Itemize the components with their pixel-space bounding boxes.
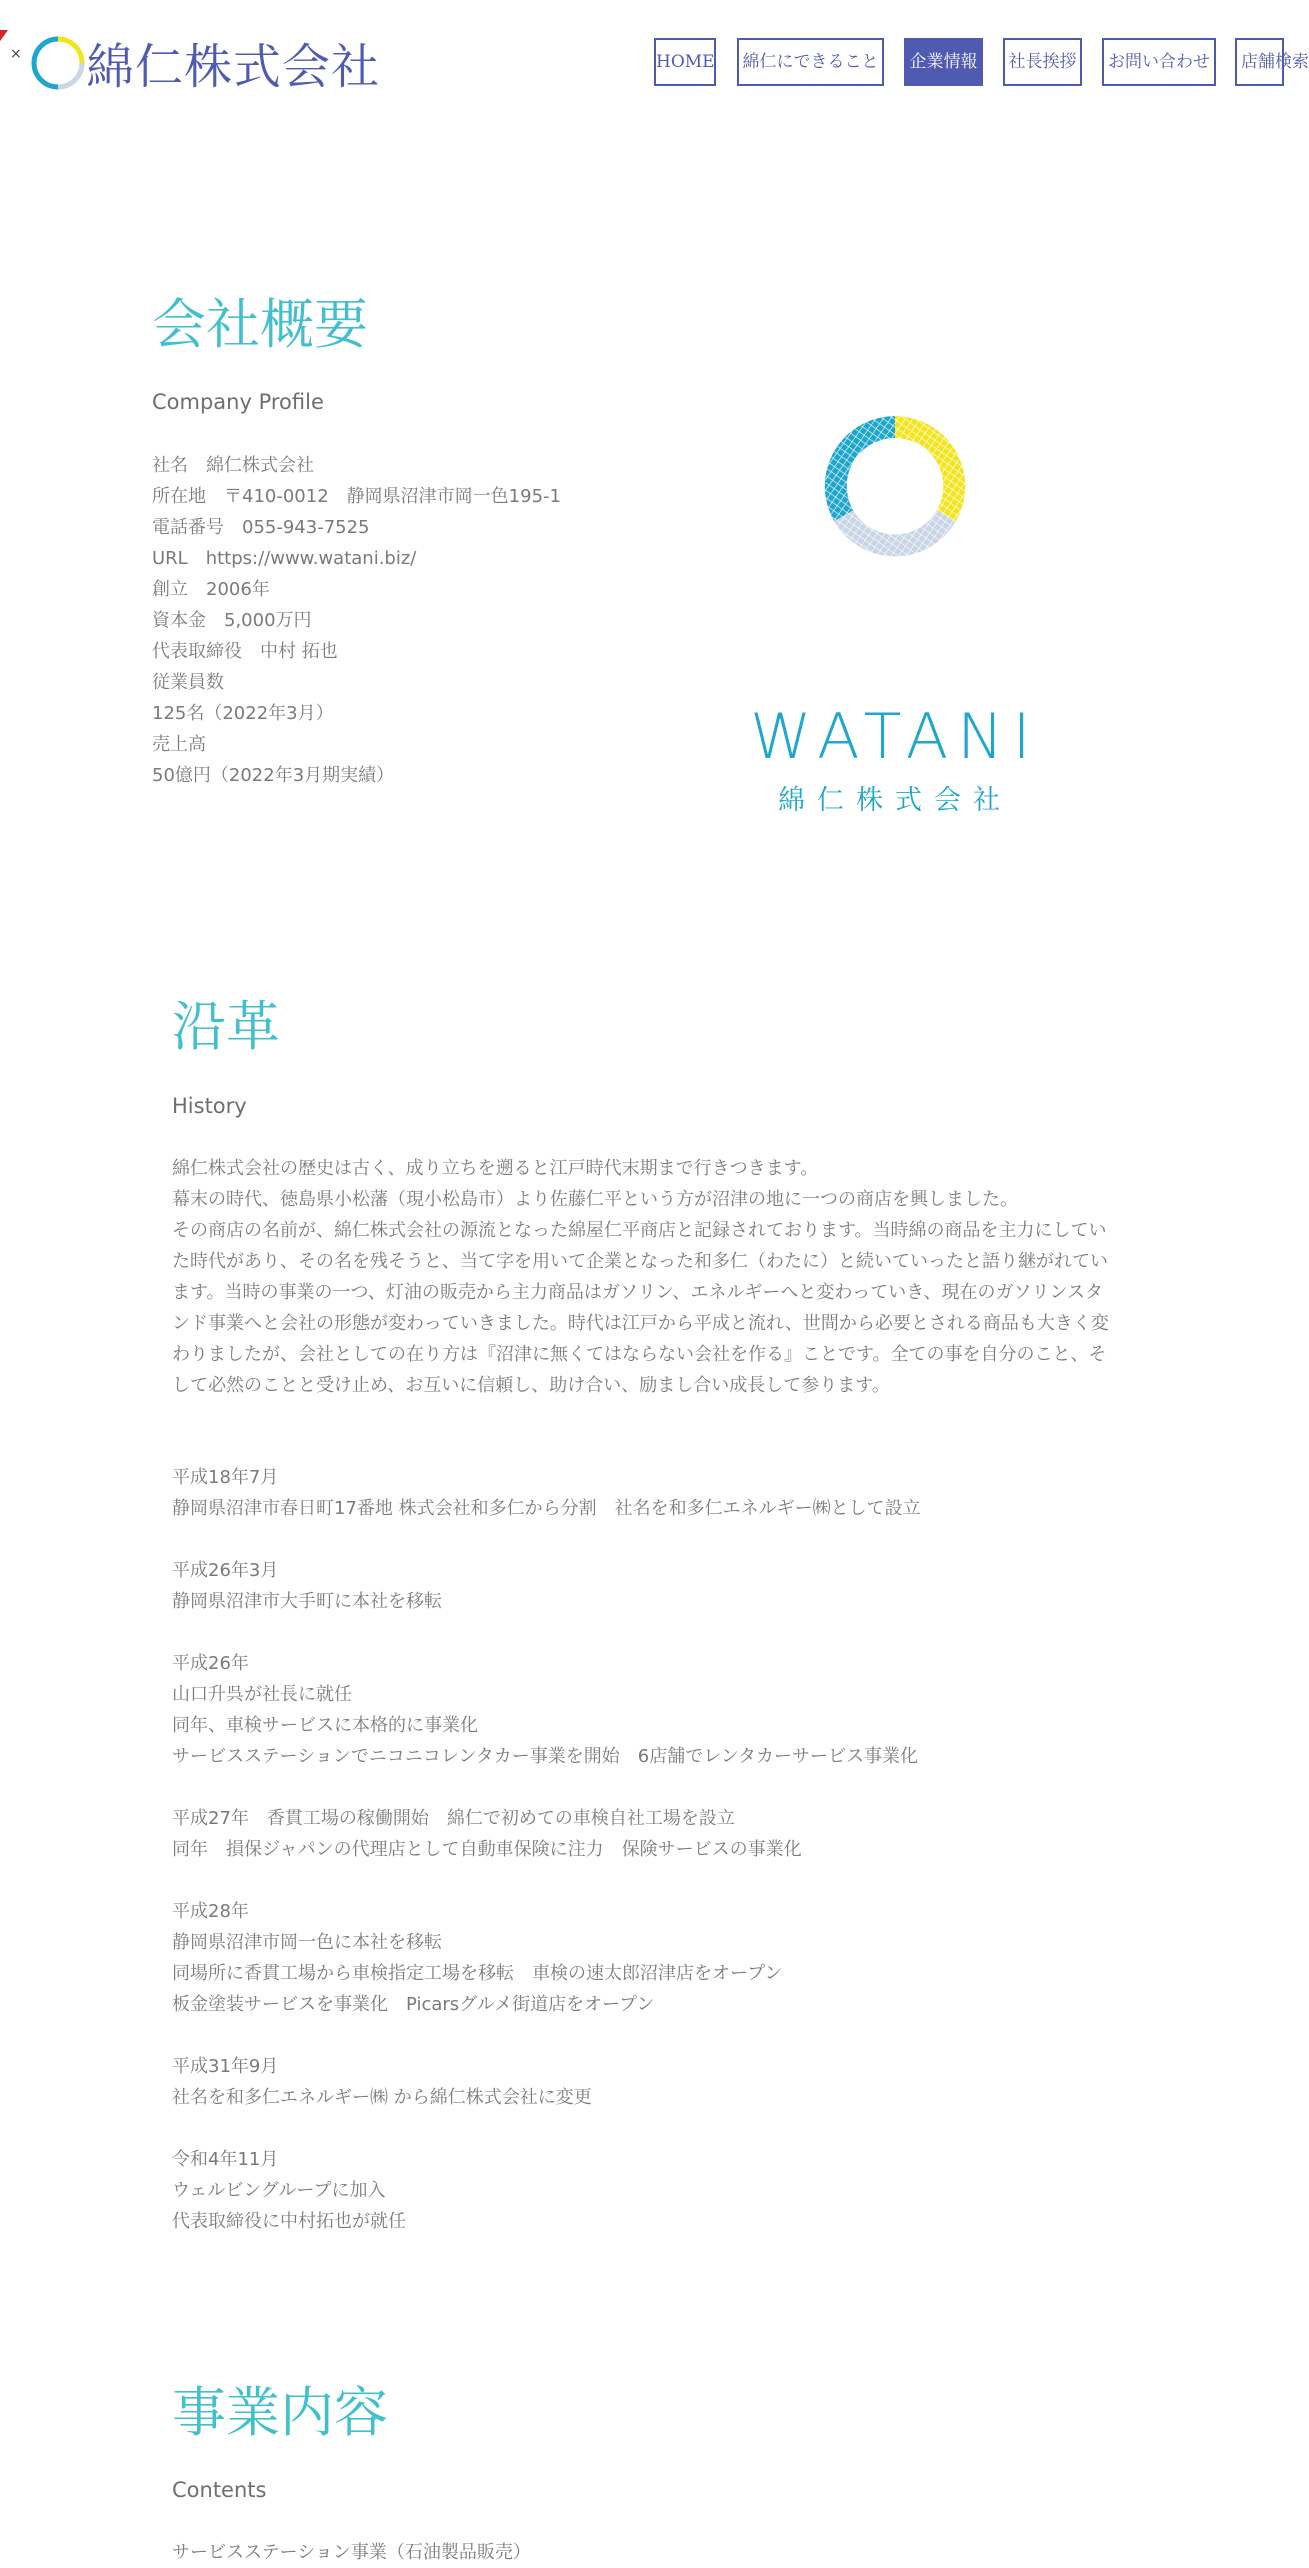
timeline-text: ウェルビングループに加入 — [172, 2180, 386, 2201]
timeline-text: 同場所に香貫工場から車検指定工場を移転 車検の速太郎沼津店をオープン — [172, 1963, 783, 1984]
profile-line: 代表取締役 中村 拓也 — [152, 641, 338, 662]
timeline-text: 同年、車検サービスに本格的に事業化 — [172, 1715, 478, 1736]
nav-store-search[interactable]: 店舗検索 — [1235, 38, 1284, 86]
profile-details — [152, 450, 561, 791]
history-title: 沿革 — [172, 995, 280, 1058]
timeline-date: 平成18年7月 — [172, 1467, 279, 1488]
profile-line: 125名（2022年3月） — [152, 703, 334, 724]
history-intro-line: その商店の名前が、綿仁株式会社の源流となった綿屋仁平商店と記録されております。当時綿の商品を主力にしていた時代があり、その名を残そうと、当て字を用いて企業となった和多仁（わたに）と続いていったと語り継がれています。当時の事業の一つ、灯油の販売から主力商品はガソリン、エネルギーへと変わっていき、現在のガソリンスタンド事業へと会社の形態が変わっていきました。時代は江戸から平成と流れ、世間から必要とされる商品も大きく変わりましたが、会社としての在り方は『沼津に無くてはならない会社を作る』ことです。全ての事を自分のこと、そして必然のことと受け止め、お互いに信頼し、助け合い、励まし合い成長して参ります。 — [172, 1220, 1109, 1396]
nav-home[interactable]: HOME — [654, 38, 716, 86]
timeline-date: 平成31年9月 — [172, 2056, 279, 2077]
site-header — [0, 0, 1309, 120]
watani-jp-wordmark: 綿仁株式会社 — [778, 785, 1012, 816]
history-intro-line: 幕末の時代、徳島県小松藩（現小松島市）より佐藤仁平という方が沼津の地に一つの商店を興しました。 — [172, 1189, 1018, 1210]
contents-subtitle: Contents — [172, 2478, 267, 2502]
history-timeline — [172, 1462, 921, 2237]
profile-url-line[interactable]: URL https://www.watani.biz/ — [152, 548, 417, 569]
timeline-date: 平成26年3月 — [172, 1560, 279, 1581]
contents-list — [172, 2537, 531, 2568]
history-subtitle: History — [172, 1094, 247, 1118]
brand-home-link[interactable] — [32, 28, 380, 97]
timeline-entry — [172, 2051, 921, 2113]
timeline-text: 静岡県沼津市岡一色に本社を移転 — [172, 1932, 442, 1953]
nav-president-message[interactable]: 社長挨拶 — [1003, 38, 1082, 86]
timeline-date: 平成26年 — [172, 1653, 249, 1674]
timeline-date: 令和4年11月 — [172, 2149, 279, 2170]
watani-ring-logo-icon — [690, 410, 1100, 660]
timeline-text: 社名を和多仁エネルギー㈱ から綿仁株式会社に変更 — [172, 2087, 592, 2108]
timeline-text: 同年 損保ジャパンの代理店として自動車保険に注力 保険サービスの事業化 — [172, 1839, 802, 1860]
timeline-date: 平成28年 — [172, 1901, 249, 1922]
timeline-text: 平成27年 香貫工場の稼働開始 綿仁で初めての車検自社工場を設立 — [172, 1808, 735, 1829]
history-intro-line: 綿仁株式会社の歴史は古く、成り立ちを遡ると江戸時代末期まで行きつきます。 — [172, 1158, 819, 1179]
profile-line: 創立 2006年 — [152, 579, 270, 600]
timeline-entry — [172, 2144, 921, 2237]
profile-line: 所在地 〒410-0012 静岡県沼津市岡一色195-1 — [152, 486, 561, 507]
timeline-text: 代表取締役に中村拓也が就任 — [172, 2211, 406, 2232]
contents-title: 事業内容 — [172, 2381, 388, 2444]
timeline-entry — [172, 1896, 921, 2020]
timeline-entry — [172, 1555, 921, 1617]
timeline-entry — [172, 1462, 921, 1524]
profile-line: 従業員数 — [152, 672, 224, 693]
profile-title: 会社概要 — [152, 293, 368, 356]
corner-flag-icon — [0, 30, 8, 44]
timeline-text: 静岡県沼津市春日町17番地 株式会社和多仁から分割 社名を和多仁エネルギー㈱として設立 — [172, 1498, 921, 1519]
watani-wordmark: WATANI — [750, 700, 1040, 773]
profile-line: 社名 綿仁株式会社 — [152, 455, 314, 476]
nav-contact[interactable]: お問い合わせ — [1102, 38, 1216, 86]
profile-line: 資本金 5,000万円 — [152, 610, 312, 631]
timeline-entry — [172, 1803, 921, 1865]
nav-company-info[interactable]: 企業情報 — [904, 38, 983, 86]
history-intro — [172, 1153, 1112, 1401]
brand-ring-logo-icon — [32, 33, 84, 93]
nav-what-we-can-do[interactable]: 綿仁にできること — [737, 38, 884, 86]
close-icon[interactable]: × — [10, 46, 22, 62]
profile-subtitle: Company Profile — [152, 390, 324, 414]
timeline-entry — [172, 1648, 921, 1772]
timeline-text: 山口升呉が社長に就任 — [172, 1684, 352, 1705]
profile-line: 50億円（2022年3月期実績） — [152, 765, 395, 786]
timeline-text: サービスステーションでニコニコレンタカー事業を開始 6店舗でレンタカーサービス事業化 — [172, 1746, 919, 1767]
profile-line: 電話番号 055-943-7525 — [152, 517, 370, 538]
timeline-text: 静岡県沼津市大手町に本社を移転 — [172, 1591, 442, 1612]
brand-name: 綿仁株式会社 — [86, 39, 381, 95]
contents-item: サービスステーション事業（石油製品販売） — [172, 2542, 531, 2563]
profile-line: 売上高 — [152, 734, 206, 755]
timeline-text: 板金塗装サービスを事業化 Picarsグルメ街道店をオープン — [172, 1994, 655, 2015]
